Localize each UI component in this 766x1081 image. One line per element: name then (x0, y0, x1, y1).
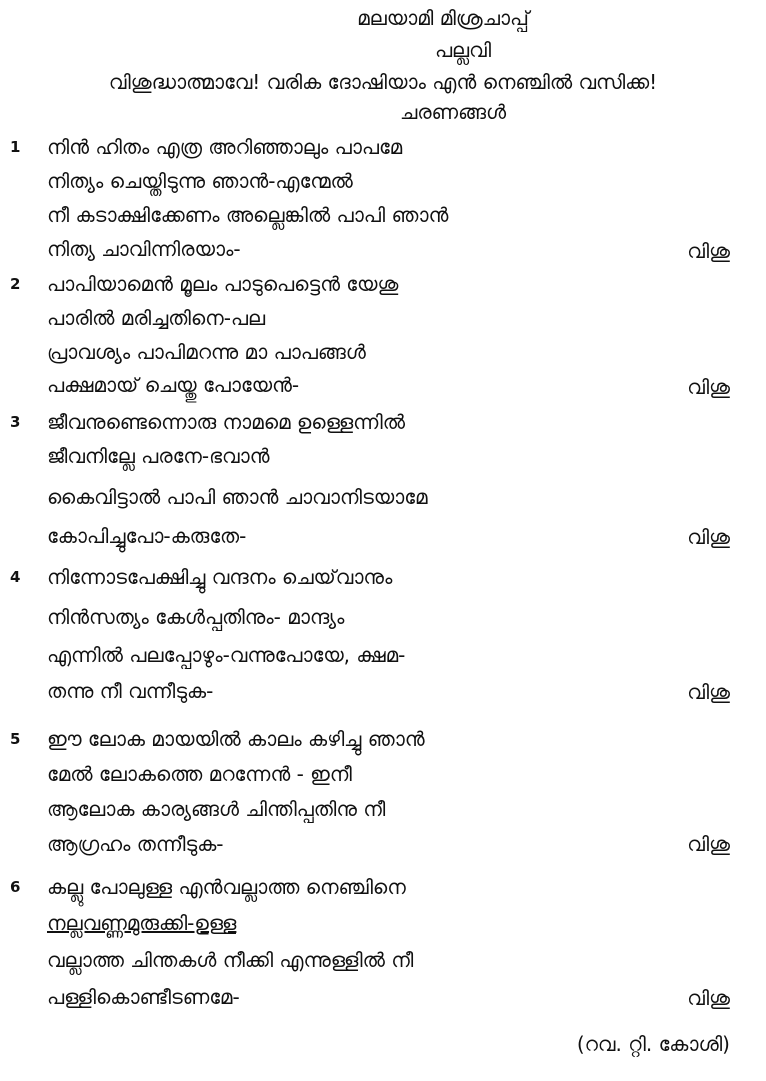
stanza-number: 1 (10, 138, 21, 156)
charanam-heading: ചരണങ്ങൾ (399, 100, 507, 124)
raga-heading: മലയാമി മിശ്രചാപ്പ് (357, 6, 529, 30)
refrain-marker: വിശു (687, 986, 730, 1010)
stanza-number: 2 (10, 275, 21, 293)
verse-line: കല്ലു പോലുള്ള എൻവല്ലാത്ത നെഞ്ചിനെ (47, 875, 406, 899)
refrain-marker: വിശു (687, 375, 730, 399)
refrain-marker: വിശു (687, 525, 730, 549)
verse-line: വല്ലാത്ത ചിന്തകൾ നീക്കി എന്നുള്ളിൽ നീ (47, 948, 414, 972)
verse-line: നീ കടാക്ഷിക്കേണം അല്ലെങ്കിൽ പാപി ഞാൻ (47, 203, 449, 227)
verse-line: നിത്യം ചെയ്തിടുന്നു ഞാൻ-എന്മേൽ (47, 169, 353, 193)
verse-line: എന്നിൽ പലപ്പോഴും-വന്നുപോയേ, ക്ഷമ- (47, 643, 406, 667)
verse-line: ജീവനുണ്ടെന്നൊരു നാമമെ ഉള്ളെന്നിൽ (47, 410, 405, 434)
verse-line: പള്ളികൊണ്ടീടണമേ- (47, 985, 240, 1009)
verse-line: നിൻസത്യം കേൾപ്പതിനും- മാന്ദ്യം (47, 605, 345, 629)
verse-line: ജീവനില്ലേ പരനേ-ഭവാൻ (47, 444, 270, 468)
verse-line: ആലോക കാര്യങ്ങൾ ചിന്തിപ്പതിനു നീ (47, 797, 386, 821)
verse-line: ആഗ്രഹം തന്നീടുക- (47, 832, 224, 856)
verse-line: നിന്നോടപേക്ഷിച്ചു വന്ദനം ചെയ്‌വാനും (47, 565, 393, 589)
verse-line: ഈ ലോക മായയിൽ കാലം കഴിച്ചു ഞാൻ (47, 727, 425, 751)
verse-line: നല്ലവണ്ണമുരുക്കി-ഉള്ള (47, 911, 237, 935)
verse-line: പ്രാവശ്യം പാപിമറന്നു മാ പാപങ്ങൾ (47, 340, 366, 364)
verse-line: കോപിച്ചുപോ-കരുതേ- (47, 524, 247, 548)
refrain-marker: വിശു (687, 832, 730, 856)
stanza-number: 4 (10, 568, 21, 586)
verse-line: നിത്യ ചാവിന്നിരയാം- (47, 237, 241, 261)
stanza-number: 6 (10, 878, 21, 896)
verse-line: പാരിൽ മരിച്ചതിനെ-പല (47, 306, 266, 330)
pallavi-heading: പല്ലവി (434, 38, 492, 62)
verse-line: പക്ഷമായ് ചെയ്തു പോയേൻ- (47, 373, 300, 397)
verse-line: കൈവിട്ടാൽ പാപി ഞാൻ ചാവാനിടയാമേ (47, 485, 428, 509)
pallavi-text: വിശുദ്ധാത്മാവേ! വരിക ദോഷിയാം എൻ നെഞ്ചിൽ വസിക്ക! (108, 70, 658, 94)
refrain-marker: വിശു (687, 239, 730, 263)
verse-line: മേൽ ലോകത്തെ മറന്നേൻ - ഇനീ (47, 762, 352, 786)
verse-line: നിൻ ഹിതം എത്ര അറിഞ്ഞാലും പാപമേ (47, 135, 403, 159)
verse-line: പാപിയാമെൻ മൂലം പാടുപെട്ടെൻ യേശു (47, 272, 399, 296)
stanza-number: 5 (10, 730, 21, 748)
verse-line: തന്നു നീ വന്നീടുക- (47, 679, 214, 703)
refrain-marker: വിശു (687, 680, 730, 704)
author-credit: (റവ. റ്റി. കോശി) (576, 1032, 730, 1056)
stanza-number: 3 (10, 413, 21, 431)
